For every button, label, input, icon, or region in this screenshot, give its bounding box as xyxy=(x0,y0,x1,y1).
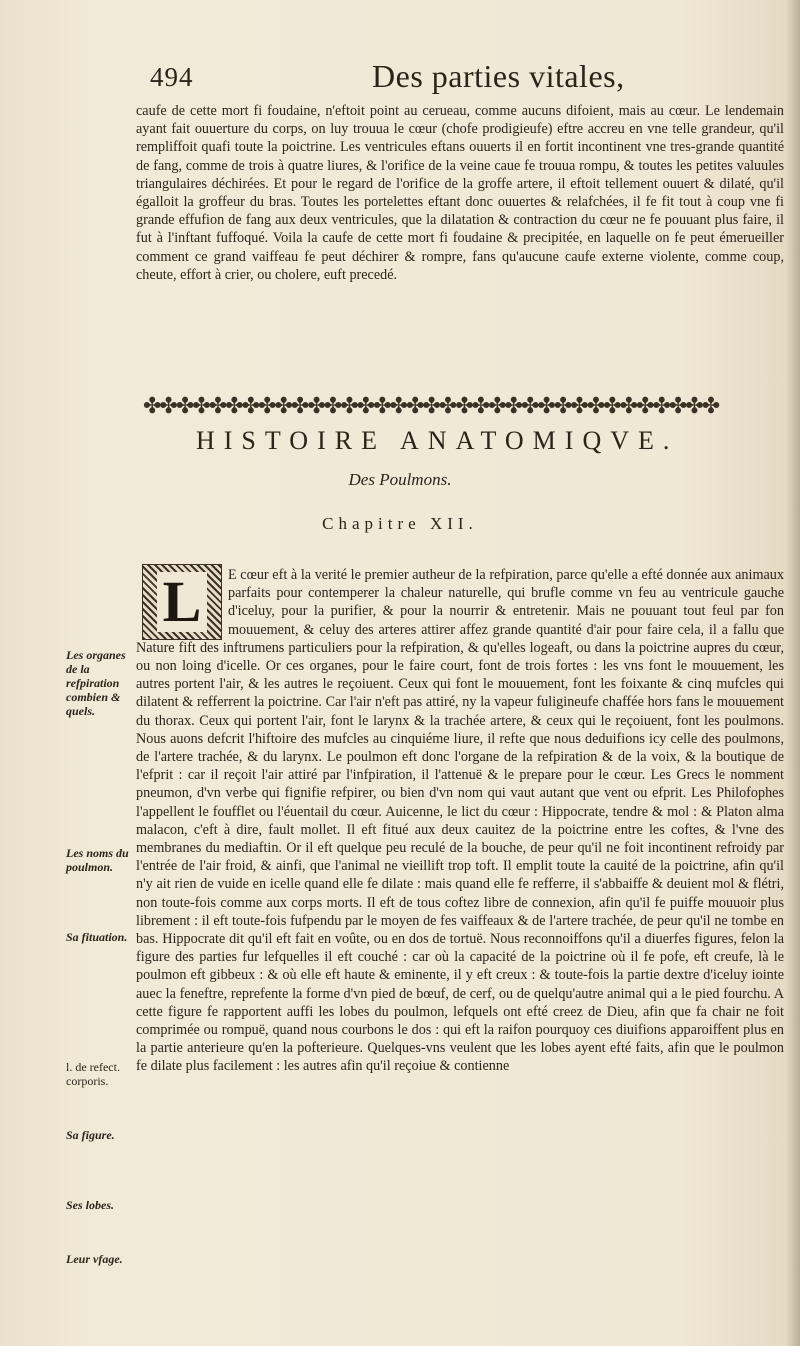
ornamental-band: ✤✤✤✤✤✤✤✤✤✤✤✤✤✤✤✤✤✤✤✤✤✤✤✤✤✤✤✤✤✤✤✤✤✤✤ xyxy=(143,393,719,418)
paragraph-text: caufe de cette mort fi foudaine, n'eftoit point au cerueau, comme aucuns difoient, mais au cœur. Le lendemain ayant fait ouuerture du corps, on luy trouua le cœur (chofe prodigieufe) eftre accreu en vne telle grandeur, qu'il rempliffoit quafi toute la poictrine. Les ventricules eftans ouuerts il en fortit incontinent vne tres-grande quantité de fang, comme de trois à quatre liures, & l'orifice de la veine caue fe trouua rompu, & toutes les petites valuules triangulaires déchirées. Et pour le regard de l'orifice de la groffe artere, il eftoit tellement ouuert & dilaté, qu'il égalloit la groffeur du bras. Toutes les portelettes eftant donc ouuertes & relafchées, il fe fit tout à coup vne fi grande effufion de fang aux deux ventricules, que la dilatation & contraction du cœur ne fe pouuant plus faire, il fut à l'inftant fuffoqué. Voila la caufe de cette mort fi foudaine & precipitée, en laquelle on fe peut émerueiller comment ce grand vaiffeau fe peut déchirer & rompre, fans qu'aucune caufe externe violente, comme coup, cheute, effort à crier, ou cholere, euft precedé. xyxy=(136,103,784,283)
margin-note: Sa figure. xyxy=(66,1128,115,1142)
chapter-heading: Chapitre XII. xyxy=(322,514,478,533)
paragraph-top xyxy=(136,102,784,382)
section-subtitle: Des Poulmons. xyxy=(348,470,452,489)
paragraph-text: E cœur eft à la verité le premier autheur de la refpiration, parce qu'elle a efté donnée aux animaux parfaits pour contemperer la chaleur naturelle, qui brufle comme vn feu au ventricule gauche d'iceluy, pour la purifier, & pour la nourrir & entretenir. Mais ne pouuant tout feul par fon mouuement, & celuy des arteres attirer affez grande quantité d'air pour faire cela, il a fallu que Nature fift des inftrumens particuliers pour la refpiration, & qu'elles logeaft, ou dans la poictrine aupres du cœur, ou non loing d'icelle. Or ces organes, pour le faire court, font de trois fortes : les vns font le mouuement, les autres portent l'air, & les autres le reçoiuent. Ceux qui font le mouuement, font les foixante & cinq mufcles qui dilatent & refferrent la poictrine. Car l'air n'eft pas attiré, ny la vapeur fuligineufe chaffée hors fans le mouuement du thorax. Ceux qui portent l'air, font le larynx & la trachée artere, & ceux qui le reçoiuent, font les poulmons. Nous auons defcrit l'hiftoire des mufcles au cinquiéme liure, il refte que nous deduifions icy celle des poulmons, de l'artere trachée, & du larynx. Le poulmon eft donc l'organe de la refpiration & de la voix, & la boutique de l'efprit : car il reçoit l'air attiré par l'infpiration, il l'attenuë & le prepare pour le cœur. Les Grecs le nomment pneumon, d'vn verbe qui fignifie refpirer, ou bien d'vn nom qui vaut autant que vent ou efprit. Les Philofophes l'appellent le foufflet ou l'éuentail du cœur. Auicenne, le lict du cœur : Hippocrate, tendre & mol : & Platon alma malacon, c'eft à dire, fault mollet. Il eft fitué aux deux cauitez de la poictrine entre les coftes, & l'vne des membranes du mediaftin. Or il eft quelque peu reculé de la bouche, de peur qu'il ne foit incontinent refroidy par l'entrée de l'air froid, & ainfi, que l'animal ne vieillift trop toft. Il emplit toute la cauité de la poictrine, afin qu'il n'y ait rien de vuide en icelle quand elle fe dilate : mais quand elle fe refferre, il s'abbaiffe & deuient mol & flétri, non toute-fois comme aux corps morts. Il eft de tous coftez libre de connexion, afin qu'il fe puiffe mouuoir plus librement : il eft toute-fois fufpendu par le moyen de fes vaiffeaux & de l'artere trachée, de peur qu'il ne tombe en bas. Hippocrate dit qu'il eft fait en voûte, ou en dos de tortuë. Nous reconnoiffons qu'il a diuerfes figures, felon la figure des parties fur lefquelles il eft couché : car où la capacité de la poictrine où il fe pofe, eft creufe, là le poulmon eft gibbeux : & où elle eft haute & eminente, il y eft creux : & toute-fois la partie dextre d'iceluy iointe auec la feneftre, reprefente la forme d'vn pied de bœuf, de cerf, ou de quelqu'autre animal qui a le pied fourchu. A cette figure fe rapportent auffi les lobes du poulmon, lefquels ont efté creez de Dieu, afin que fa chair ne foit comprimée ou rompuë, quand nous courbons le dos : qui eft la raifon pourquoy ces diuifions apparoiffent plus en la partie anterieure qu'en la pofterieure. Quelques-vns veulent que les lobes ayent efté faits, afin que le poulmon fe dilate plus facilement : les autres afin qu'il reçoiue & contienne xyxy=(136,567,784,1075)
paragraph-main xyxy=(136,566,784,1336)
running-title: Des parties vitales, xyxy=(372,58,625,94)
margin-note: Leur vfage. xyxy=(66,1252,123,1266)
margin-note: Ses lobes. xyxy=(66,1198,114,1212)
page-header xyxy=(150,58,780,98)
margin-note: Les noms du poulmon. xyxy=(66,846,129,874)
section-title: HISTOIRE ANATOMIQVE. xyxy=(196,426,679,455)
margin-note: Les organes de la refpiration combien & quels. xyxy=(66,648,126,718)
page-number: 494 xyxy=(150,62,194,92)
drop-cap-letter: L xyxy=(157,572,208,632)
margin-note: l. de refect. corporis. xyxy=(66,1060,120,1088)
margin-note: Sa fituation. xyxy=(66,930,128,944)
drop-cap-space xyxy=(136,566,228,638)
page-edge-shadow xyxy=(786,0,800,1346)
